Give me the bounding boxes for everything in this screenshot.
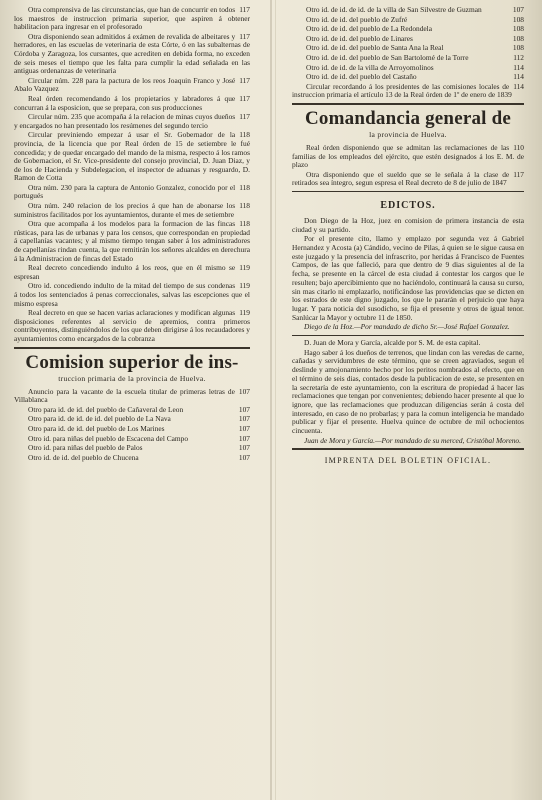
left-top-entry [14,95,250,112]
left-top-entry [14,6,250,32]
left-index-list-2 [14,388,250,463]
section-rule [292,191,524,192]
printer-imprint: IMPRENTA DEL BOLETIN OFICIAL. [324,456,492,466]
entry-text: Otro id. de id. de la villa de Arroyomolinos [306,62,434,72]
page-number: 107 [512,6,524,14]
section-subheading-comision: truccion primaria de la provincia de Huelva. [58,373,206,383]
edicto-2-signature: Juan de Mora y García.—Por mandado de su merced, Cristóbal Moreno. [304,435,521,445]
page-number: 118 [239,201,250,211]
entry-text: Real decreto en que se hacen varias aclaraciones y modifican algunas disposiciones referentes al servicio de apremios, contra primeros contribuyentes, distinguiéndolos de los que deben dirigirse á los recaudadores y ayuntamientos como encargados de la cobranza [14,308,250,343]
left-bottom-entry [14,454,250,463]
page-number: 119 [239,281,250,291]
edictos-title: EDICTOS. [380,199,436,211]
entry-text: Circular núm. 228 para la pactura de los reos Joaquin Franco y José Abalo Vazquez [14,75,236,94]
right-top-entry [292,44,524,53]
section-heading-comandancia: Comandancia general de [304,107,511,129]
entry-text: Otro id. de id. del pueblo de Linares [306,33,413,43]
right-column [292,6,524,465]
page-number: 117 [239,93,250,103]
page-number: 108 [512,14,524,24]
page-number: 118 [239,219,250,229]
entry-text: Real órden disponiendo que se admitan las reclamaciones de las familias de los empleados del ejército, que estén designados á los E. M. de plazo [292,142,524,170]
entry-text: Otro para id. de id. del pueblo de Cañaveral de Leon [28,404,184,414]
edicto-2-intro: D. Juan de Mora y García, alcalde por S. M. de esta capital. [304,338,481,348]
page-number: 117 [239,31,250,41]
entry-text: Otra núm. 240 relacion de los precios á que han de abonarse los suministros facilitados por los ayuntamientos, durante el mes de setiembre [14,201,236,219]
edicto-1-signature: Diego de la Hoz.—Por mandado de dicho Sr.—José Rafael Gonzalez. [304,322,510,332]
entry-text: Otra disponiendo sean admitidos á exámen de revalida de albeitares y herradores, en las escuelas de veterinaria de esta Córte, ó en las subalternas de Córdoba y Zaragoza, los cursantes, que acrediten en debida forma, no exceden de seis meses el tiempo que les falta para cumplir la edad señalada en las antiguas ordenanzas de veterinaria [14,31,250,76]
left-column [14,6,250,463]
left-top-entry [14,131,250,183]
left-top-entry [14,33,250,76]
entry-text: Circular recordando á los presidentes de las comisiones locales de instruccion primaria el artículo 13 de la Real órden de 1º de enero de 1839 [292,81,512,100]
page-number: 119 [239,263,250,273]
entry-text: Otro id. de id. de id. de la villa de San Silvestre de Guzman [306,6,482,14]
right-top-entry [292,83,524,100]
left-bottom-entry [14,444,250,453]
right-top-entry [292,6,524,15]
right-top-entry [292,54,524,63]
page-number: 118 [239,182,250,192]
left-top-entry [14,77,250,94]
entry-text: Otro id. de id. del pueblo de Chucena [28,452,139,462]
left-top-entry [14,309,250,343]
page-number: 107 [238,414,250,424]
right-mid-entry [292,171,524,188]
page-number: 107 [238,452,250,462]
left-top-entry [14,264,250,281]
entry-text: Real órden recomendando á los propietarios y labradores á que concurran á la esposicion, que se prepara, con sus producciones [14,93,236,112]
section-heading-comision: Comision superior de ins- [25,351,239,373]
left-top-entry [14,220,250,263]
left-top-entry [14,282,250,308]
column-divider [270,0,272,800]
entry-text: Real decreto concediendo indulto á los reos, que en él mismo se espresan [14,263,236,281]
section-rule [292,103,524,105]
left-bottom-entry [14,388,250,405]
page-number: 110 [513,142,524,152]
page-number: 117 [239,112,250,122]
page-number: 114 [513,72,524,82]
entry-text: Circular previniendo empezar á usar el Sr. Gobernador de la provincia, de la licencia que por Real órden de 15 de setiembre le fué concedida; y de quedar encargado del mando de la misma, respecto á los ramos de Gobernacion, el Sr. Vice-presidente del consejo provincial, D. Juan Diaz, y de los de Hacienda y Subdelegacion, el inspector de aduanas y resguardo, D. Ramon de Cotta [14,130,250,183]
entry-text: Anuncio para la vacante de la escuela titular de primeras letras de Villablanca [14,386,235,405]
page-number: 117 [513,169,524,179]
edicto-1-body: Por el presente cito, llamo y emplazo por segunda vez á Gabriel Hernandez y Acosta (a) Cándido, vecino de Pilas, á quien se le sigue causa en este juzgado y la presencia del infrascrito, por heridas á Francisco de Fuentes Campos, de las que falleció, para que dentro de 9 dias siguientes al de la fecha, se presente en la cárcel de esta ciudad á contestar los cargos que le resulten; bajo apercibimiento que no haciéndolo, continuará la causa su curso, sin mas citarlo ni emplazarlo, notificándose las providencias que se dicten en los estrados de este digno juzgado, los que le pararán el perjuicio que haya lugar. Y para noticia del susodicho, se fija el presente y otros de igual tenor. Sanlúcar la Mayor y octubre 11 de 1850. [292,234,524,322]
page-number: 108 [512,43,524,53]
entry-text: Otro para id. de id. del pueblo de Los Marines [28,423,165,433]
entry-text: Otro id. de id. del pueblo del Castaño [306,72,417,82]
page-number: 107 [238,443,250,453]
entry-text: Otro id. para niñas del pueblo de Escacena del Campo [28,433,189,443]
page-number: 107 [238,433,250,443]
right-top-entry [292,25,524,34]
entry-text: Otro id. de id. del pueblo de Santa Ana la Real [306,43,444,53]
right-top-entry [292,73,524,82]
page-number: 112 [513,52,524,62]
page-number: 117 [239,75,250,85]
left-top-entry [14,184,250,201]
left-bottom-entry [14,406,250,415]
right-top-entry [292,64,524,73]
entry-text: Otra que acompaña á los modelos para la formacion de las fincas rústicas, para las de urbanas y para los censos, que correspondan en propiedad á capellanías vacantes; y al mismo tiempo tengan saber á los administradores de capellanías rindan cuenta, la que remitirán los señores alcaldes en derechura á la Administracion de fincas del Estado [14,219,250,263]
left-top-entry [14,113,250,130]
right-index-list-2 [292,144,524,188]
page-number: 107 [238,404,250,414]
edicto-2-body: Hago saber á los dueños de terrenos, que lindan con las veredas de carne, cañadas y servidumbres de este término, que se creen agraviados, segun el deslinde y amojonamiento hecho por los peritos nombrados al efecto, que en el término de seis dias, contados desde la publicacion de este, se presenten en la secretaría de este ayuntamiento, con la escritura de propiedad á hacer las reclamaciones que tengan por convenientes; debiendo hacer presente al que lo ignore, que las reclamaciones que produzcan diligencias serán á costa del interesado, en caso de no probarlas; y para la comun inteligencia he mandado publicar y fijar el presente. Huelva quince de octubre de mil ochocientos cincuenta. [292,347,524,436]
entry-text: Circular núm. 235 que acompaña á la relacion de minas cuyos dueños y encargados no han presentado los resúmenes del segundo tercio [14,112,236,130]
page-number: 117 [239,6,250,14]
page-number: 107 [238,386,250,396]
right-top-entry [292,35,524,44]
page-number: 108 [512,33,524,43]
entry-text: Otra comprensiva de las circunstancias, que han de concurrir en todos los maestros de instruccion primaria superior, que aspiren á obtener habilitacion para ingresar en el profesorado [14,6,250,32]
page-number: 118 [239,130,250,140]
edicto-1-intro: Don Diego de la Hoz, juez en comision de primera instancia de esta ciudad y su partido. [292,215,524,234]
page-number: 108 [512,24,524,34]
footer-rule [292,448,524,450]
right-index-list [292,6,524,100]
entry-text: Otro para id. de id. de id. del pueblo de La Nava [28,414,171,424]
entry-text: Otro id. concediendo indulto de la mitad del tiempo de sus condenas á todos los sentenciados á penas correccionales, salvas las escepciones que el mismo espresa [14,281,250,308]
right-mid-entry [292,144,524,170]
left-top-entry [14,202,250,219]
page-number: 107 [238,423,250,433]
section-subheading-comandancia: la provincia de Huelva. [369,129,447,139]
entry-text: Otro id. de id. del pueblo de La Redondela [306,24,433,34]
section-rule [14,347,250,349]
section-rule [292,335,524,336]
entry-text: Otro id. para niñas del pueblo de Palos [28,443,143,453]
page-number: 114 [513,62,524,72]
left-bottom-entry [14,415,250,424]
page-number: 114 [513,81,524,91]
left-bottom-entry [14,435,250,444]
left-index-list [14,6,250,344]
page-number: 119 [239,308,250,318]
left-bottom-entry [14,425,250,434]
entry-text: Otro id. de id. del pueblo de Zufré [306,14,408,24]
column-divider-shadow [275,0,276,800]
entry-text: Otra núm. 230 para la captura de Antonio Gonzalez, conocido por el portugués [14,182,236,201]
entry-text: Otra disponiendo que el sueldo que se le señala á la clase de retirados sea íntegro, segun espresa el Real decreto de 8 de julio de 1847 [292,169,510,188]
right-top-entry [292,16,524,25]
entry-text: Otro id. de id. del pueblo de San Bartolomé de la Torre [306,52,469,62]
